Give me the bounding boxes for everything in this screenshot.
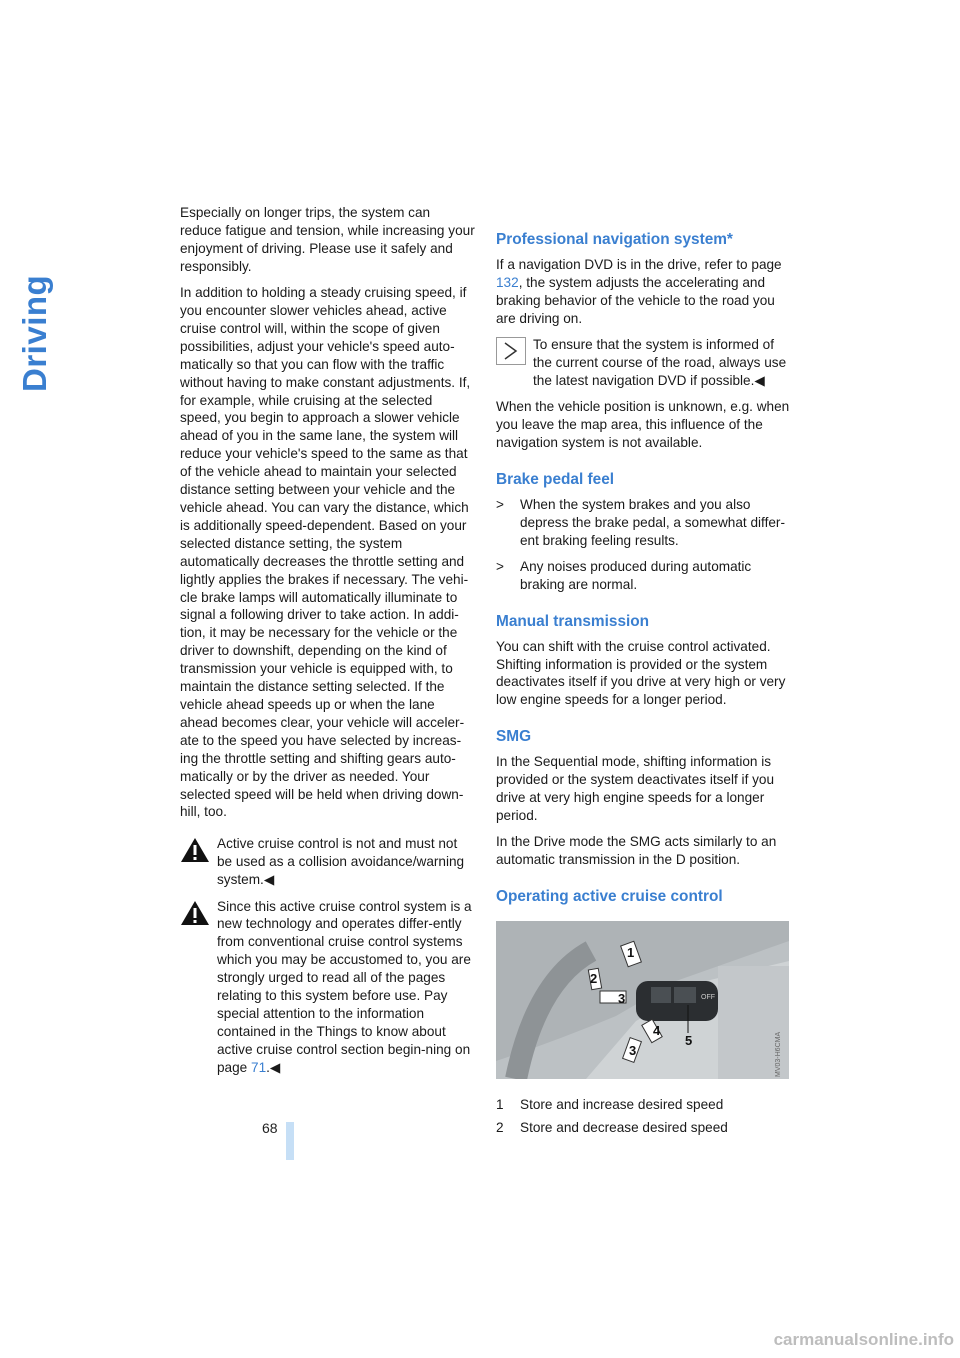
note-arrow-icon <box>496 337 526 365</box>
figure-label-3: 3 <box>618 991 626 1007</box>
paragraph: Especially on longer trips, the system can reduce fatigue and tension, while increasing your enjoyment of driving. Please use it safely and responsibly. <box>180 205 475 274</box>
figure-legend <box>496 1096 791 1137</box>
warning-note <box>180 898 475 1077</box>
list-item: > When the system brakes and you also depress the brake pedal, a somewhat differ-ent braking feeling results. <box>496 497 785 548</box>
page-marker-bar <box>286 1122 294 1160</box>
figure-label-2: 2 <box>590 971 598 987</box>
warning-note <box>180 835 475 889</box>
figure-label-1: 1 <box>627 945 635 961</box>
section-heading: Operating active cruise control <box>496 888 723 906</box>
left-column <box>180 204 475 1085</box>
figure-label-3b: 3 <box>629 1043 637 1059</box>
info-note <box>496 336 791 390</box>
page-number: 68 <box>262 1120 278 1136</box>
section-heading: SMG <box>496 728 532 746</box>
legend-item: 2 Store and decrease desired speed <box>496 1119 728 1135</box>
list-item: > Any noises produced during automatic braking are normal. <box>496 558 752 592</box>
bullet-list <box>496 496 791 594</box>
paragraph: In the Sequential mode, shifting information is provided or the system deactivates itself if you drive at very high engine speeds for a longer period. <box>496 754 775 823</box>
warning-triangle-icon <box>180 899 210 927</box>
section-heading: Professional navigation system* <box>496 231 733 248</box>
figure-label-5: 5 <box>685 1033 693 1049</box>
page-link[interactable]: 132 <box>496 274 519 290</box>
right-column <box>496 230 791 1142</box>
warning-triangle-icon <box>180 836 210 864</box>
legend-item: 1 Store and increase desired speed <box>496 1097 724 1113</box>
section-heading: Manual transmission <box>496 612 650 630</box>
warning-text: Since this active cruise control system is a new technology and operates differ-ently from conventional cruise control systems which you may be accustomed to, you are strongly urged to read all of the pages relating to this system before use. Pay special attention to the information contained in the Things to know about active cruise control section begin-ning on page 71.◀ <box>217 898 472 1075</box>
note-text: To ensure that the system is informed of the current course of the road, always use the latest navigation DVD if possible.◀ <box>533 337 787 388</box>
figure-code: MV03-H6CMA <box>775 1032 782 1078</box>
paragraph: When the vehicle position is unknown, e.g. when you leave the map area, this influence of the navigation system is not available. <box>496 399 790 451</box>
off-label: OFF <box>701 994 715 1002</box>
chapter-title: Driving <box>16 274 53 392</box>
page-link[interactable]: 71 <box>251 1059 267 1075</box>
cruise-control-lever-figure <box>496 921 789 1079</box>
footer-watermark: carmanualsonline.info <box>773 1330 954 1349</box>
paragraph: You can shift with the cruise control activated. Shifting information is provided or the system deactivates itself if you drive at very high or very low engine speeds for a longer period. <box>496 638 786 708</box>
warning-text: Active cruise control is not and must not be used as a collision avoidance/warning system.◀ <box>217 836 465 888</box>
section-heading: Brake pedal feel <box>496 471 615 489</box>
paragraph: In the Drive mode the SMG acts similarly to an automatic transmission in the D position. <box>496 834 777 868</box>
paragraph: In addition to holding a steady cruising speed, if you encounter slower vehicles ahead, active cruise control will, within the scope of given possibilities, adjust your vehicle's speed auto-matically so that you can flow with the traffic without having to make constant adjustments. If, for example, while cruising at the selected speed, you begin to approach a slower vehicle ahead of you in the same lane, the system will reduce your vehicle's speed to the same as that of the vehicle ahead to maintain your selected distance setting between your vehicle and the vehicle ahead. You can vary the distance, which is additionally speed-dependent. Based on your selected distance setting, the system automatically decreases the throttle setting and lightly applies the brakes if necessary. The vehi-cle brake lamps will automatically illuminate to signal a following driver to take action. In addi-tion, it may be necessary for the vehicle or the driver to downshift, depending on the kind of transmission your vehicle is equipped with, to maintain the distance setting selected. If the vehicle ahead speeds up or when the lane ahead becomes clear, your vehicle will acceler-ate to the speed you have selected by increas-ing the throttle setting and shifting gears auto-matically or by the driver as needed. Your selected speed will be held when driving down-hill, too. <box>180 285 471 820</box>
figure-label-4: 4 <box>653 1023 661 1039</box>
paragraph: If a navigation DVD is in the drive, refer to page 132, the system adjusts the accelerating and braking behavior of the vehicle to the road you are driving on. <box>496 257 782 326</box>
